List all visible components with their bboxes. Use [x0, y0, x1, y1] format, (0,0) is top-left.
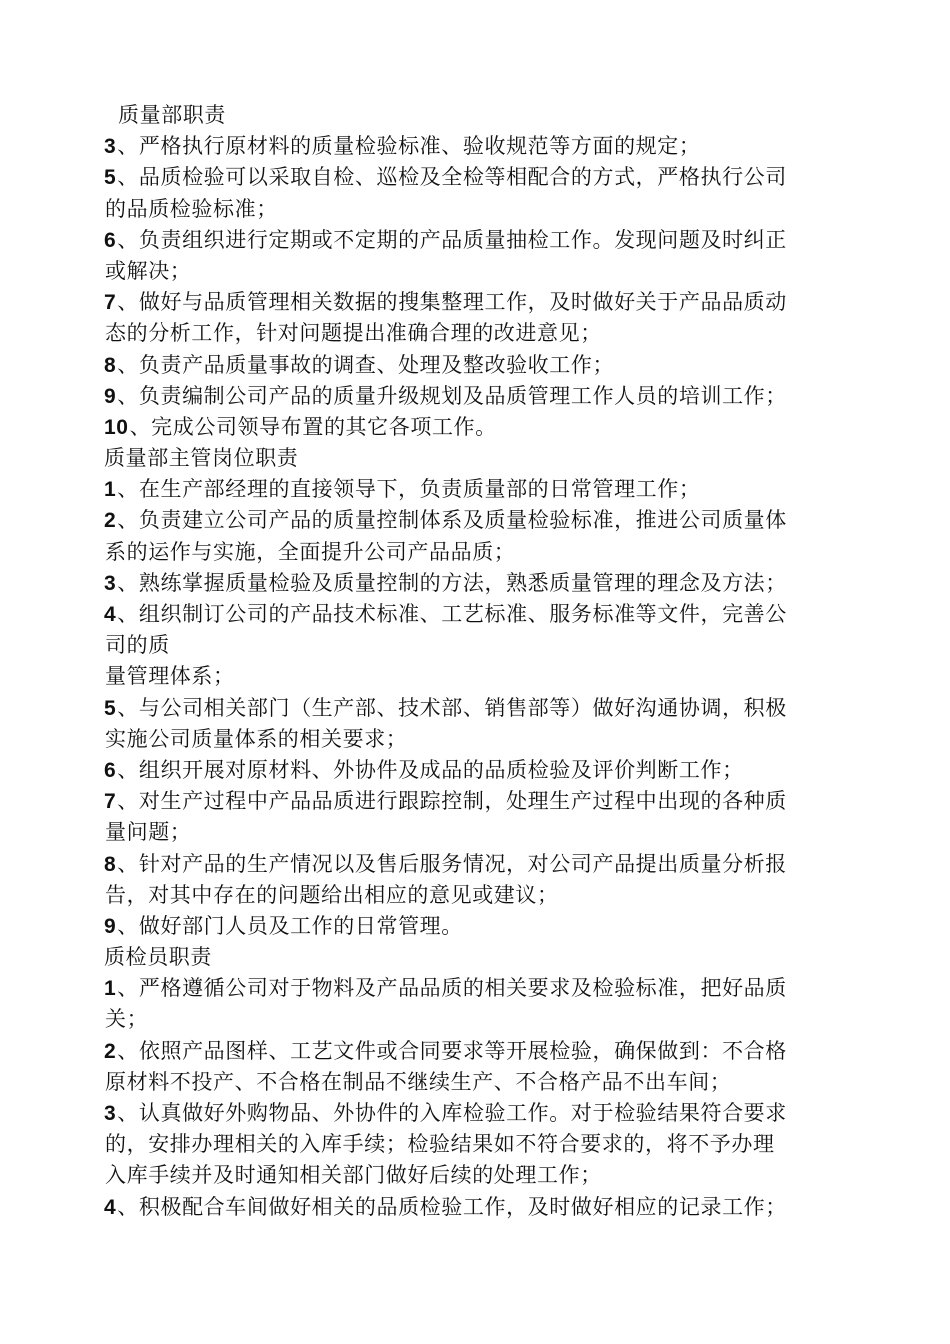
item-text: 、负责组织进行定期或不定期的产品质量抽检工作。发现问题及时纠正	[117, 227, 787, 252]
item-text: 关；	[105, 1007, 149, 1032]
list-item	[104, 1004, 844, 1035]
list-item	[104, 1129, 844, 1160]
item-number: 4	[104, 603, 117, 626]
item-text: 、认真做好外购物品、外协件的入库检验工作。对于检验结果符合要求	[117, 1101, 787, 1125]
list-item	[104, 599, 844, 630]
list-item	[104, 568, 844, 599]
item-text: 的，安排办理相关的入库手续；检验结果如不符合要求的，将不予办理	[105, 1132, 775, 1157]
list-item	[104, 724, 844, 755]
item-number: 3	[104, 571, 117, 595]
item-number: 3	[104, 1102, 117, 1125]
item-number: 2	[104, 509, 117, 533]
item-text: 、做好部门人员及工作的日常管理。	[117, 913, 463, 938]
list-item	[104, 162, 844, 193]
list-item	[104, 817, 844, 848]
item-number: 5	[104, 696, 117, 720]
item-text: 量问题；	[105, 820, 192, 845]
item-text: 系的运作与实施，全面提升公司产品品质；	[105, 539, 516, 564]
item-text: 的品质检验标准；	[105, 196, 278, 221]
item-text: 、依照产品图样、工艺文件或合同要求等开展检验，确保做到：不合格	[117, 1038, 787, 1063]
list-item	[104, 911, 844, 942]
list-item	[104, 630, 844, 661]
item-text: 、熟练掌握质量检验及质量控制的方法，熟悉质量管理的理念及方法；	[117, 570, 787, 595]
item-text: 、组织制订公司的产品技术标准、工艺标准、服务标准等文件，完善公	[117, 602, 787, 626]
list-item	[104, 381, 844, 412]
item-number: 1	[104, 977, 117, 1001]
list-item	[104, 1036, 844, 1067]
item-text: 、在生产部经理的直接领导下，负责质量部的日常管理工作；	[117, 477, 701, 502]
list-item	[104, 287, 844, 318]
item-text: 、负责产品质量事故的调查、处理及整改验收工作；	[117, 352, 615, 377]
list-item	[104, 505, 844, 536]
list-item	[104, 318, 844, 349]
list-item	[104, 350, 844, 381]
item-text: 、对生产过程中产品品质进行跟踪控制，处理生产过程中出现的各种质	[117, 789, 787, 814]
item-text: 、负责建立公司产品的质量控制体系及质量检验标准，推进公司质量体	[117, 508, 787, 533]
list-item	[104, 1098, 844, 1129]
item-number: 1	[104, 478, 117, 502]
item-text: 、与公司相关部门（生产部、技术部、销售部等）做好沟通协调，积极	[117, 695, 787, 720]
list-item	[104, 880, 844, 911]
item-text: 、组织开展对原材料、外协件及成品的品质检验及评价判断工作；	[117, 757, 744, 782]
list-item	[104, 412, 844, 443]
item-number: 2	[104, 1039, 117, 1063]
item-text: 入库手续并及时通知相关部门做好后续的处理工作；	[105, 1163, 602, 1188]
section-title: 质检员职责	[104, 945, 212, 970]
item-number: 6	[104, 228, 117, 252]
item-number: 10	[104, 415, 129, 439]
item-number: 6	[104, 758, 117, 782]
item-text: 原材料不投产、不合格在制品不继续生产、不合格产品不出车间；	[105, 1069, 732, 1094]
list-item	[104, 693, 844, 724]
list-item	[104, 1192, 844, 1223]
item-text: 、严格遵循公司对于物料及产品品质的相关要求及检验标准，把好品质	[117, 976, 787, 1001]
item-number: 9	[104, 384, 117, 408]
section-title: 质量部职责	[118, 103, 226, 127]
list-item	[104, 661, 844, 692]
item-text: 告，对其中存在的问题给出相应的意见或建议；	[105, 882, 559, 907]
item-text: 态的分析工作，针对问题提出准确合理的改进意见；	[105, 321, 602, 346]
list-item	[104, 1160, 844, 1191]
item-number: 7	[104, 790, 117, 814]
item-number: 7	[104, 291, 117, 315]
list-item	[104, 225, 844, 256]
list-item	[104, 474, 844, 505]
item-number: 5	[104, 166, 117, 190]
item-text: 、完成公司领导布置的其它各项工作。	[129, 414, 497, 439]
list-item	[104, 755, 844, 786]
item-text: 、做好与品质管理相关数据的搜集整理工作，及时做好关于产品品质动	[117, 290, 787, 315]
item-text: 或解决；	[105, 258, 192, 283]
item-number: 3	[104, 135, 117, 159]
item-text: 、品质检验可以采取自检、巡检及全检等相配合的方式，严格执行公司	[117, 165, 787, 190]
list-item	[104, 194, 844, 225]
item-text: 实施公司质量体系的相关要求；	[105, 726, 408, 751]
list-item	[104, 256, 844, 287]
item-text: 司的质	[105, 633, 170, 658]
list-item	[104, 1067, 844, 1098]
item-text: 、严格执行原材料的质量检验标准、验收规范等方面的规定；	[117, 134, 701, 159]
item-text: 、积极配合车间做好相关的品质检验工作，及时做好相应的记录工作；	[117, 1194, 787, 1219]
list-item	[104, 849, 844, 880]
list-item	[104, 973, 844, 1004]
item-number: 8	[104, 852, 117, 876]
item-text: 、负责编制公司产品的质量升级规划及品质管理工作人员的培训工作；	[117, 383, 787, 408]
list-item	[104, 131, 844, 162]
section-title: 质量部主管岗位职责	[104, 446, 299, 471]
item-text: 量管理体系；	[105, 664, 235, 689]
item-text: 、针对产品的生产情况以及售后服务情况，对公司产品提出质量分析报	[117, 851, 787, 876]
document-page	[104, 100, 844, 1223]
item-number: 8	[104, 353, 117, 377]
list-item	[104, 537, 844, 568]
item-number: 9	[104, 914, 117, 938]
list-item	[104, 786, 844, 817]
item-number: 4	[104, 1195, 117, 1219]
